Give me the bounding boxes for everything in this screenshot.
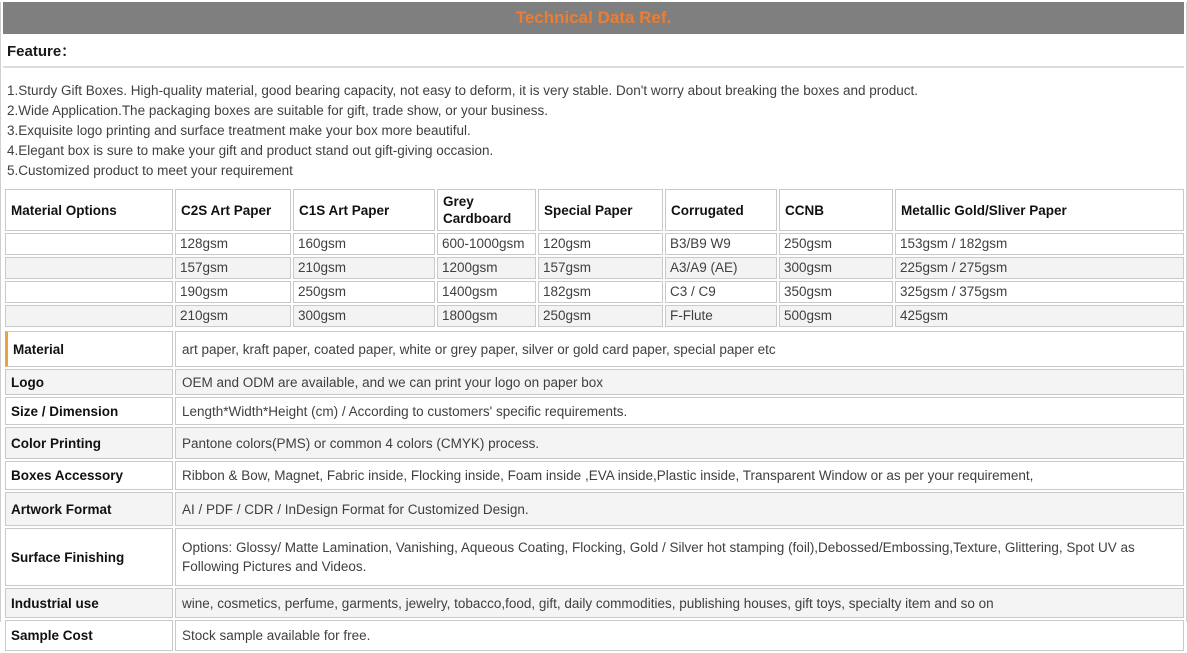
material-table-cell: 160gsm [293,233,435,255]
feature-item: 4.Elegant box is sure to make your gift and product stand out gift-giving occasion. [7,143,494,158]
material-table-cell: 210gsm [175,305,291,327]
material-table-cell: 120gsm [538,233,663,255]
material-table-cell [5,305,173,327]
material-table-body [5,233,1184,327]
material-column-header: CCNB [779,189,893,231]
material-column-header: Grey Cardboard [437,189,536,231]
material-table-cell: 425gsm [895,305,1184,327]
material-table-cell: 250gsm [779,233,893,255]
spec-label: Color Printing [5,427,173,459]
material-table-cell: C3 / C9 [665,281,777,303]
material-table-cell: 157gsm [538,257,663,279]
material-column-header: Metallic Gold/Sliver Paper [895,189,1184,231]
material-column-header: C2S Art Paper [175,189,291,231]
spec-label: Industrial use [5,588,173,618]
spec-label: Size / Dimension [5,397,173,425]
material-column-header: C1S Art Paper [293,189,435,231]
spec-label: Artwork Format [5,492,173,526]
material-options-table [3,187,1186,329]
material-table-row [5,281,1184,303]
spec-value: Pantone colors(PMS) or common 4 colors (CMYK) process. [175,427,1184,459]
material-table-cell: 210gsm [293,257,435,279]
material-table-cell: 300gsm [293,305,435,327]
feature-heading: Feature： [3,34,1184,68]
spec-value: art paper, kraft paper, coated paper, white or grey paper, silver or gold card paper, special paper etc [175,331,1184,367]
spec-value: AI / PDF / CDR / InDesign Format for Customized Design. [175,492,1184,526]
material-table-cell: 128gsm [175,233,291,255]
spec-value: Ribbon & Bow, Magnet, Fabric inside, Flocking inside, Foam inside ,EVA inside,Plastic inside, Transparent Window or as per your requirement, [175,461,1184,490]
material-table-cell: 1800gsm [437,305,536,327]
material-table-cell: F-Flute [665,305,777,327]
feature-item: 3.Exquisite logo printing and surface treatment make your box more beautiful. [7,123,471,138]
material-table-cell: 182gsm [538,281,663,303]
material-table-cell: 325gsm / 375gsm [895,281,1184,303]
spec-row [5,492,1184,526]
spec-label: Sample Cost [5,620,173,651]
spec-row [5,528,1184,586]
feature-item: 5.Customized product to meet your requirement [7,163,293,178]
spec-value: Stock sample available for free. [175,620,1184,651]
material-table-cell: 500gsm [779,305,893,327]
feature-item: 1.Sturdy Gift Boxes. High-quality material, good bearing capacity, not easy to deform, it is very stable. Don't worry about breaking the boxes and product. [7,83,919,98]
material-table-cell: 350gsm [779,281,893,303]
material-table-cell: 250gsm [538,305,663,327]
spec-label: Material [5,331,173,367]
spec-value: Length*Width*Height (cm) / According to customers' specific requirements. [175,397,1184,425]
spec-row [5,620,1184,651]
material-column-header: Corrugated [665,189,777,231]
material-table-cell: 1400gsm [437,281,536,303]
material-table-cell [5,257,173,279]
material-table-cell: B3/B9 W9 [665,233,777,255]
material-table-cell [5,233,173,255]
material-table-cell: 300gsm [779,257,893,279]
material-table-cell: 225gsm / 275gsm [895,257,1184,279]
spec-row [5,588,1184,618]
spec-label: Logo [5,369,173,395]
spec-row [5,461,1184,490]
spec-row [5,331,1184,367]
spec-label: Surface Finishing [5,528,173,586]
feature-item: 2.Wide Application.The packaging boxes are suitable for gift, trade show, or your business. [7,103,549,118]
spec-row [5,369,1184,395]
material-table-cell: 600-1000gsm [437,233,536,255]
material-table-cell: A3/A9 (AE) [665,257,777,279]
feature-list [3,68,1184,187]
material-table-row [5,233,1184,255]
material-table-row [5,305,1184,327]
spec-label: Boxes Accessory [5,461,173,490]
material-table-cell: 190gsm [175,281,291,303]
material-column-header: Material Options [5,189,173,231]
spec-value: OEM and ODM are available, and we can print your logo on paper box [175,369,1184,395]
material-table-row [5,257,1184,279]
title-bar [3,2,1184,34]
page-title: Technical Data Ref. [515,8,672,27]
spec-value: Options: Glossy/ Matte Lamination, Vanishing, Aqueous Coating, Flocking, Gold / Silver hot stamping (foil),Debossed/Embossing,Texture, Glittering, Spot UV as Following Pictures and Videos. [175,528,1184,586]
material-table-cell: 1200gsm [437,257,536,279]
technical-data-page [0,2,1187,643]
material-column-header: Special Paper [538,189,663,231]
spec-row [5,397,1184,425]
spec-row [5,427,1184,459]
material-table-header [5,189,1184,231]
material-table-cell: 153gsm / 182gsm [895,233,1184,255]
spec-table-body [5,331,1184,651]
material-table-cell: 250gsm [293,281,435,303]
spec-value: wine, cosmetics, perfume, garments, jewelry, tobacco,food, gift, daily commodities, publishing houses, gift toys, specialty item and so on [175,588,1184,618]
material-table-cell [5,281,173,303]
spec-table [3,329,1186,653]
material-table-cell: 157gsm [175,257,291,279]
